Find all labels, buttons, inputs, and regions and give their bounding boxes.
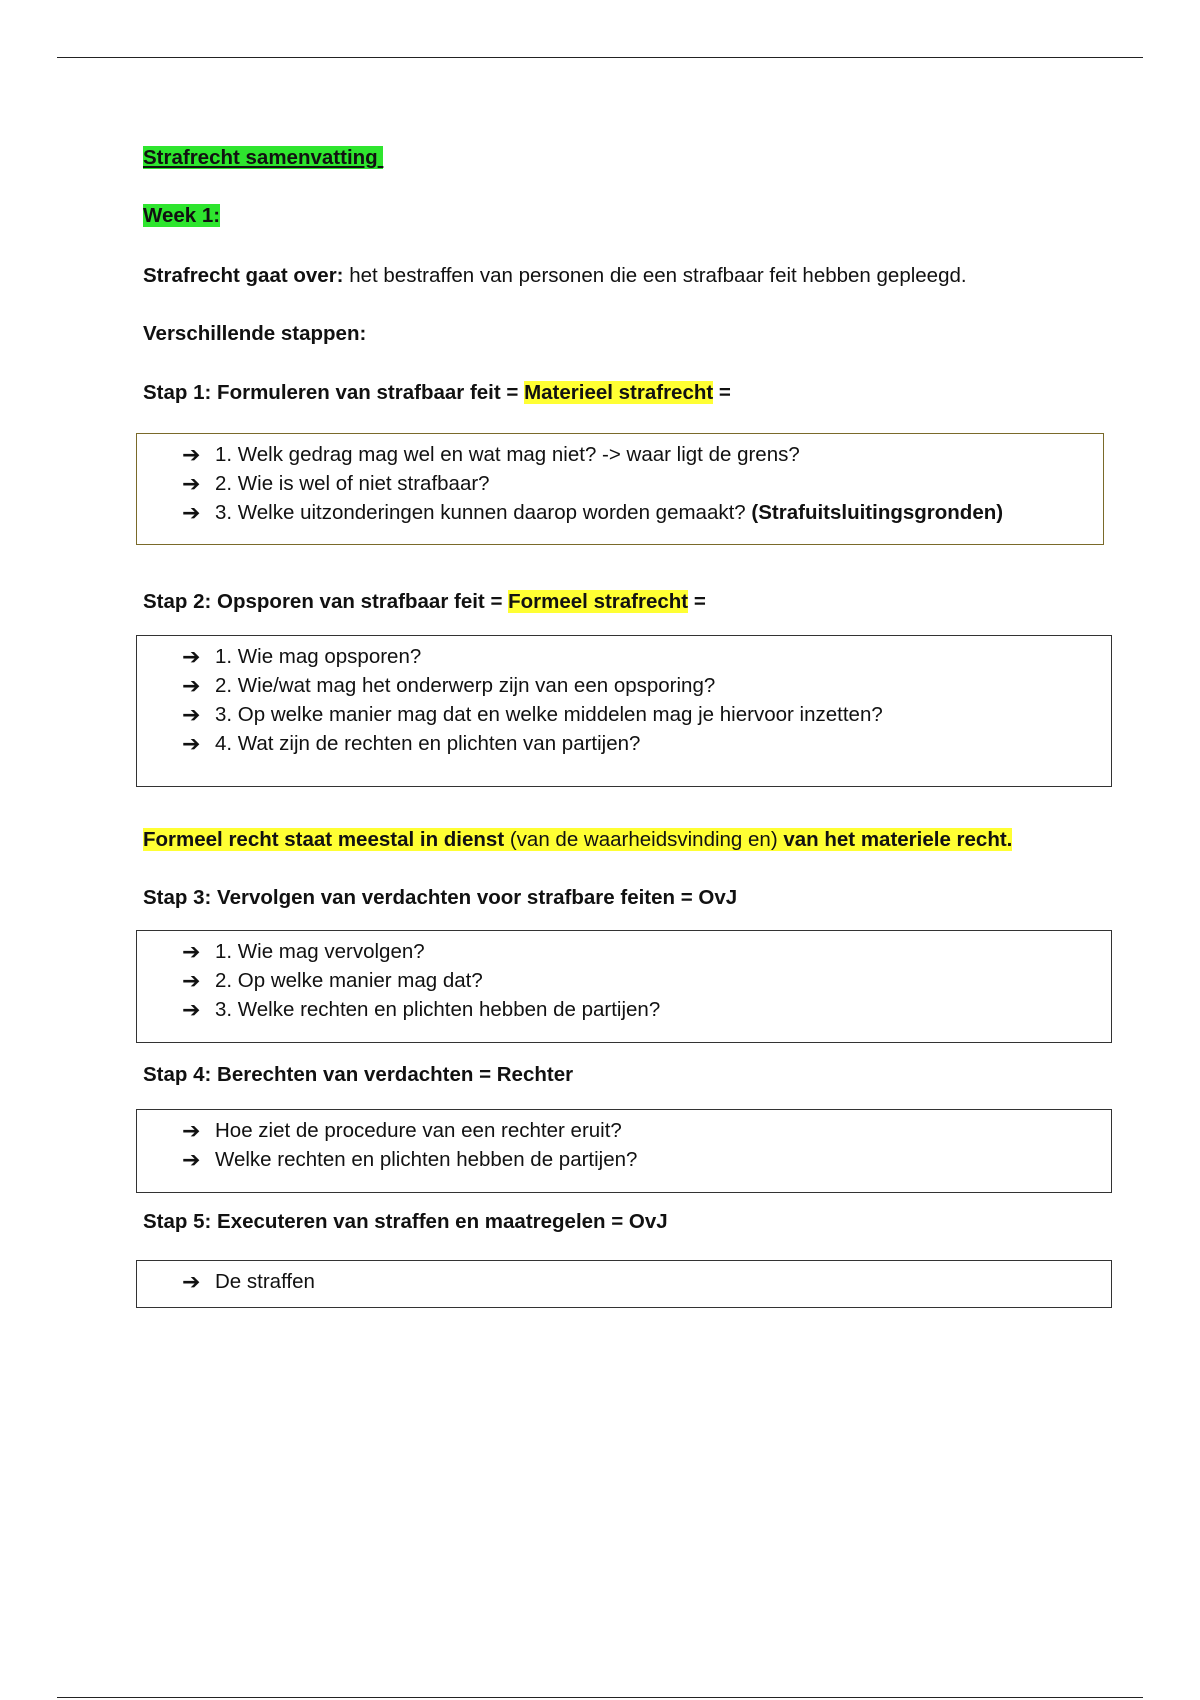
list-item: ➔ Welke rechten en plichten hebben de partijen? — [182, 1147, 638, 1172]
arrow-right-icon: ➔ — [182, 673, 201, 698]
list-item: ➔ 3. Welke rechten en plichten hebben de partijen? — [182, 997, 661, 1022]
stap5-heading: Stap 5: Executeren van straffen en maatregelen = OvJ — [143, 1210, 668, 1233]
arrow-right-icon: ➔ — [182, 442, 201, 467]
list-item: ➔ 3. Op welke manier mag dat en welke middelen mag je hiervoor inzetten? — [182, 702, 883, 727]
arrow-right-icon: ➔ — [182, 968, 201, 993]
stap2-highlight: Formeel strafrecht — [508, 590, 689, 613]
stap4-heading: Stap 4: Berechten van verdachten = Rechter — [143, 1063, 574, 1086]
arrow-right-icon: ➔ — [182, 471, 201, 496]
top-rule — [57, 57, 1143, 58]
stap3-box — [136, 930, 1112, 1043]
list-item: ➔ De straffen — [182, 1269, 315, 1294]
arrow-right-icon: ➔ — [182, 1147, 201, 1172]
list-item: ➔ 4. Wat zijn de rechten en plichten van partijen? — [182, 731, 641, 756]
list-item: ➔ 1. Wie mag vervolgen? — [182, 939, 425, 964]
list-item: ➔ 3. Welke uitzonderingen kunnen daarop worden gemaakt? (Strafuitsluitingsgronden) — [182, 500, 1004, 525]
stap2-box — [136, 635, 1112, 787]
list-item: ➔ 2. Wie/wat mag het onderwerp zijn van een opsporing? — [182, 673, 716, 698]
stap1-highlight: Materieel strafrecht — [524, 381, 714, 404]
stap5-box — [136, 1260, 1112, 1308]
list-item: ➔ Hoe ziet de procedure van een rechter eruit? — [182, 1118, 622, 1143]
list-item: ➔ 1. Welk gedrag mag wel en wat mag niet? -> waar ligt de grens? — [182, 442, 800, 467]
stap4-box — [136, 1109, 1112, 1193]
stap3-heading: Stap 3: Vervolgen van verdachten voor strafbare feiten = OvJ — [143, 886, 738, 909]
intro-paragraph: Strafrecht gaat over: het bestraffen van personen die een strafbaar feit hebben gepleegd. — [143, 264, 967, 287]
arrow-right-icon: ➔ — [182, 702, 201, 727]
week-heading: Week 1: — [143, 204, 221, 227]
arrow-right-icon: ➔ — [182, 939, 201, 964]
arrow-right-icon: ➔ — [182, 731, 201, 756]
list-item: ➔ 1. Wie mag opsporen? — [182, 644, 422, 669]
document-title: Strafrecht samenvatting — [143, 144, 383, 172]
bottom-rule — [57, 1697, 1143, 1698]
steps-heading: Verschillende stappen: — [143, 322, 367, 345]
stap1-box — [136, 433, 1104, 545]
arrow-right-icon: ➔ — [182, 500, 201, 525]
arrow-right-icon: ➔ — [182, 644, 201, 669]
formeel-recht-note: Formeel recht staat meestal in dienst (van de waarheidsvinding en) van het materiele recht. — [143, 828, 1013, 851]
stap1-heading: Stap 1: Formuleren van strafbaar feit = Materieel strafrecht = — [143, 381, 731, 404]
list-item: ➔ 2. Wie is wel of niet strafbaar? — [182, 471, 490, 496]
arrow-right-icon: ➔ — [182, 997, 201, 1022]
arrow-right-icon: ➔ — [182, 1118, 201, 1143]
stap2-heading: Stap 2: Opsporen van strafbaar feit = Formeel strafrecht = — [143, 590, 706, 613]
arrow-right-icon: ➔ — [182, 1269, 201, 1294]
list-item: ➔ 2. Op welke manier mag dat? — [182, 968, 483, 993]
